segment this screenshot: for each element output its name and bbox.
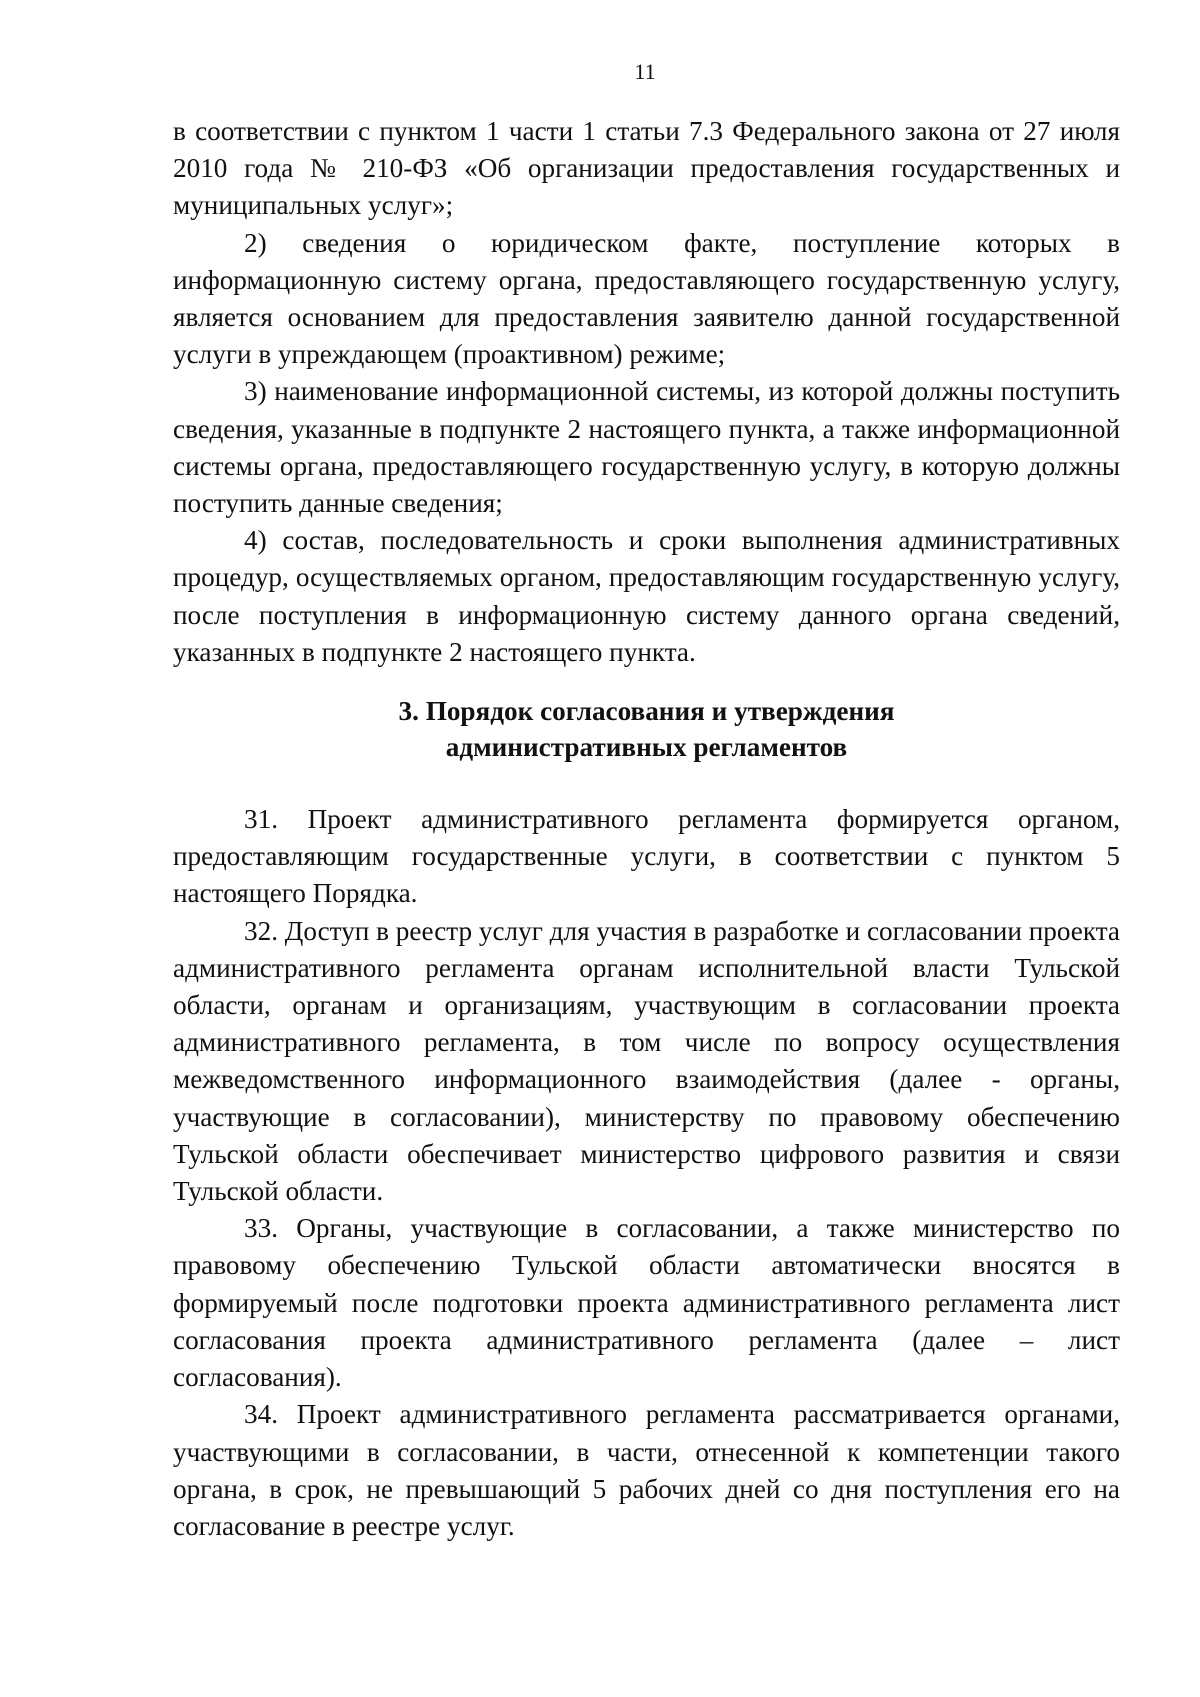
paragraph-item-3: 3) наименование информационной системы, из которой должны поступить сведения, указанные в подпункте 2 настоящего пункта, а также информационной системы органа, предоставляющего государственную услугу, в которую должны поступить данные сведения; (173, 376, 1120, 519)
page-number: 11 (634, 59, 656, 84)
paragraph-item-4: 4) состав, последовательность и сроки выполнения административных процедур, осуществляемых органом, предоставляющим государственную услугу, после поступления в информационную систему данного органа сведений, указанных в подпункте 2 настоящего пункта. (173, 525, 1120, 667)
paragraph-continuation: в соответствии с пунктом 1 части 1 статьи 7.3 Федерального закона от 27 июля 2010 года № 210-ФЗ «Об организации предоставления государственных и муниципальных услуг»; (173, 116, 1120, 221)
paragraph-item-2: 2) сведения о юридическом факте, поступление которых в информационную систему органа, предоставляющего государственную услугу, является основанием для предоставления заявителю данной государственной услуги в упреждающем (проактивном) режиме; (173, 227, 1120, 370)
paragraph-32: 32. Доступ в реестр услуг для участия в разработке и согласовании проекта административного регламента органам исполнительной власти Тульской области, органам и организациям, участвующим в согласовании проекта административного регламента, в том числе по вопросу осуществления межведомственного информационного взаимодействия (далее - органы, участвующие в согласовании), министерству по правовому обеспечению Тульской области обеспечивает министерство цифрового развития и связи Тульской области. (173, 915, 1120, 1207)
paragraph-33: 33. Органы, участвующие в согласовании, а также министерство по правовому обеспечению Тульской области автоматически вносятся в формируемый после подготовки проекта административного регламента лист согласования проекта административного регламента (далее – лист согласования). (173, 1213, 1120, 1393)
paragraph-34: 34. Проект административного регламента рассматривается органами, участвующими в согласовании, в части, отнесенной к компетенции такого органа, в срок, не превышающий 5 рабочих дней со дня поступления его на согласование в реестре услуг. (173, 1399, 1120, 1541)
section-heading-line-2: административных регламентов (445, 732, 848, 763)
document-body (173, 113, 1120, 1545)
section-heading-line-1: 3. Порядок согласования и утверждения (398, 696, 895, 727)
paragraph-31: 31. Проект административного регламента формируется органом, предоставляющим государственные услуги, в соответствии с пунктом 5 настоящего Порядка. (173, 804, 1120, 909)
section-heading (173, 693, 1120, 765)
